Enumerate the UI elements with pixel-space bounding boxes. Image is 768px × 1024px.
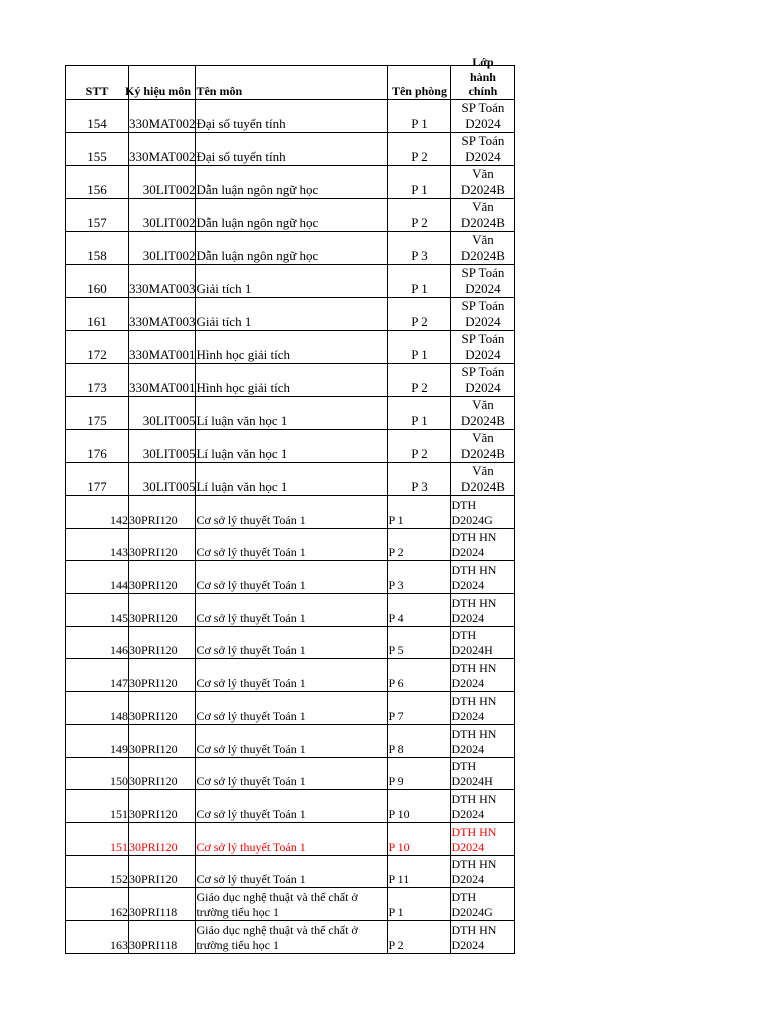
cell-ten-phong: P 9 [388, 757, 451, 790]
cell-ten-mon: Cơ sở lý thuyết Toán 1 [196, 790, 388, 823]
cell-stt: 173 [66, 364, 129, 397]
lop-line-1: DTH HN [451, 563, 497, 578]
cell-stt: 158 [66, 232, 129, 265]
cell-ten-mon: Đại số tuyến tính [196, 133, 388, 166]
header-stt: STT [66, 66, 129, 100]
cell-ten-mon: Cơ sở lý thuyết Toán 1 [196, 626, 388, 659]
table-row [66, 757, 515, 790]
cell-ten-phong: P 3 [388, 232, 451, 265]
lop-line-1: DTH [451, 497, 477, 512]
cell-ten-mon: Cơ sở lý thuyết Toán 1 [196, 757, 388, 790]
cell-ten-mon: Dẫn luận ngôn ngữ học [196, 166, 388, 199]
lop-line-2: D2024 [465, 380, 501, 395]
lop-line-1: SP Toán [461, 133, 505, 148]
cell-stt: 163 [66, 920, 129, 953]
lop-line-2: D2024G [451, 904, 493, 919]
lop-line-2: D2024 [451, 708, 485, 723]
lop-line-1: SP Toán [461, 265, 505, 280]
cell-ky-hieu: 330MAT001 [129, 331, 196, 364]
cell-ten-phong: P 7 [388, 692, 451, 725]
lop-line-2: D2024 [451, 839, 485, 854]
cell-ten-phong: P 8 [388, 724, 451, 757]
lop-line-2: D2024H [451, 774, 493, 789]
cell-ky-hieu: 30PRI120 [129, 692, 196, 725]
table-row [66, 199, 515, 232]
table-row [66, 496, 515, 529]
cell-lop [451, 528, 515, 561]
cell-ky-hieu: 30PRI120 [129, 626, 196, 659]
cell-stt: 143 [66, 528, 129, 561]
cell-ky-hieu: 330MAT002 [129, 100, 196, 133]
cell-ten-phong: P 3 [388, 463, 451, 496]
cell-ten-mon: Hình học giải tích [196, 364, 388, 397]
cell-ky-hieu: 30LIT002 [129, 199, 196, 232]
cell-ky-hieu: 30PRI120 [129, 528, 196, 561]
cell-stt: 176 [66, 430, 129, 463]
cell-lop [451, 265, 515, 298]
cell-ten-mon: Lí luận văn học 1 [196, 430, 388, 463]
cell-lop [451, 397, 515, 430]
cell-ky-hieu: 330MAT003 [129, 298, 196, 331]
table-row [66, 561, 515, 594]
lop-line-2: D2024B [460, 413, 505, 428]
lop-line-1: DTH HN [451, 824, 497, 839]
header-ten-mon: Tên môn [196, 66, 388, 100]
lop-line-2: D2024B [460, 215, 505, 230]
lop-line-1: Văn [472, 430, 494, 445]
lop-line-1: DTH HN [451, 661, 497, 676]
cell-ten-mon: Dẫn luận ngôn ngữ học [196, 232, 388, 265]
lop-line-2: D2024 [451, 578, 485, 593]
lop-line-2: D2024 [451, 937, 485, 952]
lop-line-1: DTH HN [451, 530, 497, 545]
lop-line-2: D2024B [460, 479, 505, 494]
cell-ten-mon: Giải tích 1 [196, 298, 388, 331]
cell-stt: 155 [66, 133, 129, 166]
cell-lop [451, 199, 515, 232]
cell-stt: 157 [66, 199, 129, 232]
cell-ten-phong: P 10 [388, 822, 451, 855]
cell-ten-mon: Lí luận văn học 1 [196, 463, 388, 496]
cell-ky-hieu: 30PRI120 [129, 855, 196, 888]
cell-ten-phong: P 2 [388, 430, 451, 463]
header-ten-phong: Tên phòng [388, 66, 451, 100]
lop-line-1: Văn [472, 232, 494, 247]
cell-ten-mon: Dẫn luận ngôn ngữ học [196, 199, 388, 232]
cell-ten-phong: P 11 [388, 855, 451, 888]
lop-line-2: D2024B [460, 446, 505, 461]
cell-ten-phong: P 1 [388, 265, 451, 298]
cell-stt: 177 [66, 463, 129, 496]
lop-line-2: D2024G [451, 512, 493, 527]
cell-lop [451, 298, 515, 331]
cell-lop [451, 133, 515, 166]
cell-ten-mon: Cơ sở lý thuyết Toán 1 [196, 692, 388, 725]
lop-line-1: DTH [451, 889, 477, 904]
lop-line-2: D2024 [465, 314, 501, 329]
cell-ky-hieu: 30PRI120 [129, 496, 196, 529]
lop-line-1: DTH HN [451, 693, 497, 708]
header-lop: Lớp hành chính [451, 66, 515, 100]
table-row [66, 463, 515, 496]
lop-line-2: D2024 [465, 281, 501, 296]
lop-line-2: D2024 [451, 676, 485, 691]
cell-ky-hieu: 30PRI120 [129, 757, 196, 790]
cell-ten-phong: P 1 [388, 100, 451, 133]
cell-stt: 151 [66, 790, 129, 823]
cell-ten-phong: P 4 [388, 594, 451, 627]
cell-ten-mon: Cơ sở lý thuyết Toán 1 [196, 528, 388, 561]
cell-ky-hieu: 330MAT003 [129, 265, 196, 298]
cell-stt: 151 [66, 822, 129, 855]
table-row [66, 331, 515, 364]
cell-ten-mon: Đại số tuyến tính [196, 100, 388, 133]
table-row [66, 790, 515, 823]
exam-room-table [65, 55, 515, 954]
table-row [66, 920, 515, 953]
cell-ten-phong: P 2 [388, 133, 451, 166]
cell-stt: 154 [66, 100, 129, 133]
cell-stt: 161 [66, 298, 129, 331]
cell-ky-hieu: 30PRI120 [129, 561, 196, 594]
cell-ten-phong: P 5 [388, 626, 451, 659]
table-row [66, 100, 515, 133]
lop-line-2: D2024 [451, 741, 485, 756]
cell-ten-mon: Giáo dục nghệ thuật và thể chất ở trường tiểu học 1 [196, 920, 388, 953]
cell-lop [451, 757, 515, 790]
cell-ten-mon: Cơ sở lý thuyết Toán 1 [196, 659, 388, 692]
cell-lop [451, 364, 515, 397]
cell-ten-phong: P 2 [388, 364, 451, 397]
cell-lop [451, 692, 515, 725]
lop-line-2: D2024 [451, 872, 485, 887]
header-ky-hieu: Ký hiệu môn [129, 66, 196, 100]
cell-lop [451, 659, 515, 692]
lop-line-1: DTH HN [451, 726, 497, 741]
cell-ten-mon: Giáo dục nghệ thuật và thể chất ở trường tiểu học 1 [196, 888, 388, 921]
table-row [66, 232, 515, 265]
cell-stt: 149 [66, 724, 129, 757]
lop-line-2: D2024 [451, 806, 485, 821]
lop-line-1: Văn [472, 463, 494, 478]
cell-stt: 175 [66, 397, 129, 430]
cell-ky-hieu: 30LIT005 [129, 430, 196, 463]
lop-line-2: D2024H [451, 643, 493, 658]
lop-line-1: DTH HN [451, 922, 497, 937]
cell-lop [451, 724, 515, 757]
cell-ky-hieu: 30PRI120 [129, 659, 196, 692]
cell-ten-phong: P 2 [388, 199, 451, 232]
table-row [66, 594, 515, 627]
table-row-highlighted [66, 822, 515, 855]
table-row [66, 692, 515, 725]
cell-ten-mon: Hình học giải tích [196, 331, 388, 364]
cell-stt: 144 [66, 561, 129, 594]
cell-stt: 152 [66, 855, 129, 888]
lop-line-2: D2024B [460, 182, 505, 197]
table-row [66, 430, 515, 463]
table-row [66, 724, 515, 757]
table-row [66, 626, 515, 659]
cell-stt: 150 [66, 757, 129, 790]
lop-line-1: SP Toán [461, 331, 505, 346]
cell-stt: 147 [66, 659, 129, 692]
table-row [66, 528, 515, 561]
cell-lop [451, 496, 515, 529]
cell-ky-hieu: 30PRI118 [129, 920, 196, 953]
cell-ky-hieu: 30PRI120 [129, 594, 196, 627]
lop-line-1: Văn [472, 199, 494, 214]
cell-lop [451, 463, 515, 496]
header-row [66, 66, 515, 100]
table-row [66, 133, 515, 166]
lop-line-2: D2024B [460, 248, 505, 263]
cell-ten-mon: Lí luận văn học 1 [196, 397, 388, 430]
lop-line-1: Văn [472, 397, 494, 412]
table-row [66, 659, 515, 692]
cell-ten-mon: Cơ sở lý thuyết Toán 1 [196, 855, 388, 888]
cell-lop [451, 232, 515, 265]
cell-ky-hieu: 30LIT005 [129, 463, 196, 496]
cell-lop [451, 790, 515, 823]
cell-lop [451, 920, 515, 953]
cell-ten-phong: P 2 [388, 920, 451, 953]
cell-lop [451, 166, 515, 199]
lop-line-2: D2024 [465, 149, 501, 164]
table-row [66, 298, 515, 331]
cell-ten-mon: Cơ sở lý thuyết Toán 1 [196, 594, 388, 627]
cell-ten-phong: P 1 [388, 496, 451, 529]
cell-lop [451, 855, 515, 888]
lop-line-1: DTH [451, 759, 477, 774]
cell-ten-mon: Cơ sở lý thuyết Toán 1 [196, 822, 388, 855]
table-row [66, 855, 515, 888]
cell-ky-hieu: 30LIT002 [129, 166, 196, 199]
lop-line-1: DTH [451, 628, 477, 643]
cell-stt: 142 [66, 496, 129, 529]
table-body-large [66, 100, 515, 496]
table-row [66, 166, 515, 199]
table-row [66, 265, 515, 298]
cell-ten-mon: Cơ sở lý thuyết Toán 1 [196, 724, 388, 757]
lop-line-2: D2024 [465, 116, 501, 131]
cell-ten-phong: P 1 [388, 397, 451, 430]
cell-ten-phong: P 3 [388, 561, 451, 594]
cell-ky-hieu: 30LIT002 [129, 232, 196, 265]
cell-ky-hieu: 30PRI118 [129, 888, 196, 921]
cell-lop [451, 888, 515, 921]
cell-ten-mon: Giải tích 1 [196, 265, 388, 298]
cell-stt: 146 [66, 626, 129, 659]
cell-ky-hieu: 30PRI120 [129, 724, 196, 757]
table-row [66, 888, 515, 921]
lop-line-1: SP Toán [461, 100, 505, 115]
lop-line-1: DTH HN [451, 595, 497, 610]
cell-ten-phong: P 6 [388, 659, 451, 692]
lop-line-1: DTH HN [451, 791, 497, 806]
cell-lop [451, 430, 515, 463]
cell-lop [451, 822, 515, 855]
cell-stt: 145 [66, 594, 129, 627]
lop-line-2: D2024 [451, 545, 485, 560]
lop-line-1: Văn [472, 166, 494, 181]
cell-stt: 148 [66, 692, 129, 725]
lop-line-1: SP Toán [461, 298, 505, 313]
table-body-small [66, 496, 515, 954]
cell-lop [451, 594, 515, 627]
cell-stt: 160 [66, 265, 129, 298]
cell-ten-phong: P 1 [388, 166, 451, 199]
cell-ten-mon: Cơ sở lý thuyết Toán 1 [196, 496, 388, 529]
cell-lop [451, 100, 515, 133]
cell-stt: 162 [66, 888, 129, 921]
cell-ky-hieu: 30PRI120 [129, 822, 196, 855]
cell-ten-phong: P 10 [388, 790, 451, 823]
cell-ky-hieu: 330MAT001 [129, 364, 196, 397]
cell-lop [451, 331, 515, 364]
cell-ten-phong: P 1 [388, 888, 451, 921]
cell-lop [451, 626, 515, 659]
cell-ten-phong: P 1 [388, 331, 451, 364]
cell-ky-hieu: 30PRI120 [129, 790, 196, 823]
cell-stt: 156 [66, 166, 129, 199]
cell-lop [451, 561, 515, 594]
lop-line-2: D2024 [465, 347, 501, 362]
cell-ten-mon: Cơ sở lý thuyết Toán 1 [196, 561, 388, 594]
cell-ten-phong: P 2 [388, 298, 451, 331]
table-row [66, 397, 515, 430]
cell-ky-hieu: 330MAT002 [129, 133, 196, 166]
cell-ten-phong: P 2 [388, 528, 451, 561]
lop-line-2: D2024 [451, 610, 485, 625]
cell-stt: 172 [66, 331, 129, 364]
lop-line-1: SP Toán [461, 364, 505, 379]
lop-line-1: DTH HN [451, 857, 497, 872]
table-row [66, 364, 515, 397]
cell-ky-hieu: 30LIT005 [129, 397, 196, 430]
